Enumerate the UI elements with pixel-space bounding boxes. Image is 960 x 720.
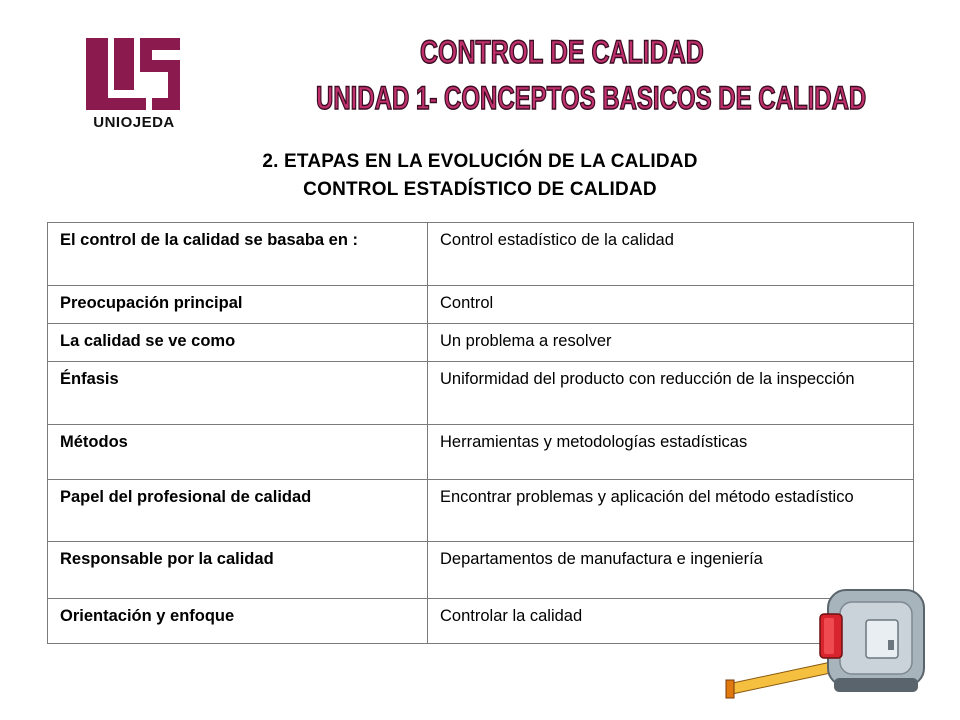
tape-measure-icon [720,580,930,710]
table-row [48,362,914,425]
table-row [48,324,914,362]
row-value: Encontrar problemas y aplicación del método estadístico [428,480,914,542]
row-value: Controlar la calidad [428,599,914,644]
row-value: Uniformidad del producto con reducción de la inspección [428,362,914,425]
row-label: Métodos [48,425,428,480]
table-row [48,425,914,480]
row-label: Preocupación principal [48,286,428,324]
table-row [48,480,914,542]
headline-subtitle: UNIDAD 1- CONCEPTOS BASICOS DE CALIDAD [316,80,867,116]
row-value: Departamentos de manufactura e ingeniería [428,542,914,599]
row-value: Control estadístico de la calidad [428,223,914,286]
row-value: Control [428,286,914,324]
row-label: Responsable por la calidad [48,542,428,599]
row-label: Papel del profesional de calidad [48,480,428,542]
table-row [48,286,914,324]
headline-title: CONTROL DE CALIDAD [420,34,704,70]
logo-text: UNIOJEDA [93,114,175,131]
row-label: El control de la calidad se basaba en : [48,223,428,286]
row-value: Un problema a resolver [428,324,914,362]
section-subtitle: CONTROL ESTADÍSTICO DE CALIDAD [303,179,657,200]
row-label: Orientación y enfoque [48,599,428,644]
table-row [48,223,914,286]
row-label: Énfasis [48,362,428,425]
section-title: 2. ETAPAS EN LA EVOLUCIÓN DE LA CALIDAD [262,151,698,172]
row-value: Herramientas y metodologías estadísticas [428,425,914,480]
row-label: La calidad se ve como [48,324,428,362]
